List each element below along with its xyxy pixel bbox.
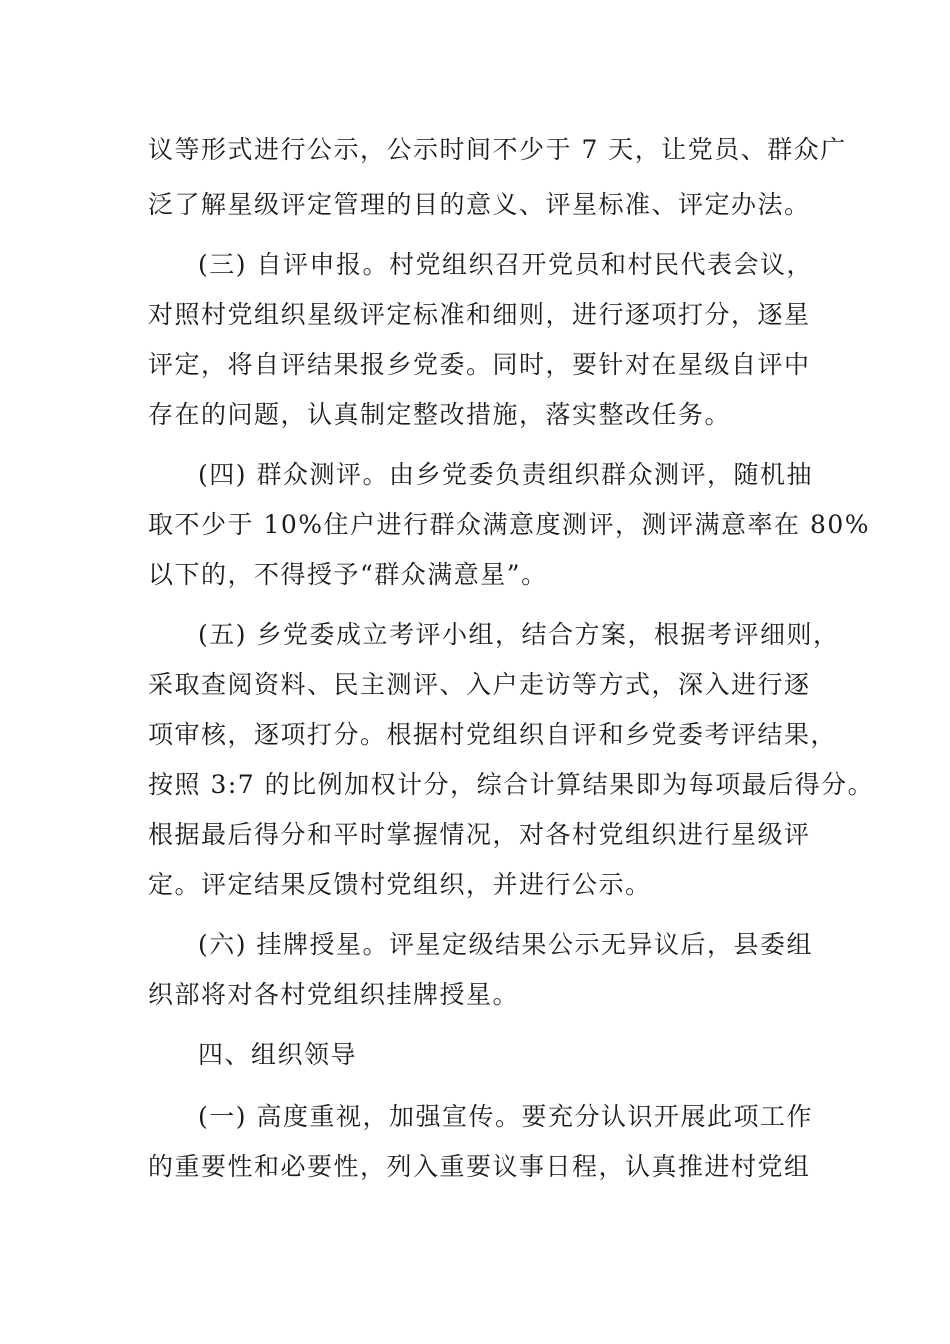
text-line: 织部将对各村党组织挂牌授星。: [148, 980, 520, 1009]
text-line: 对照村党组织星级评定标准和细则，进行逐项打分，逐星: [148, 300, 811, 329]
paragraph-start: (六) 挂牌授星。评星定级结果公示无异议后，县委组: [198, 930, 813, 959]
section-heading: 四、组织领导: [198, 1040, 358, 1069]
text-line: 以下的，不得授予“群众满意星”。: [148, 560, 548, 589]
text-line: 存在的问题，认真制定整改措施，落实整改任务。: [148, 400, 732, 429]
paragraph-start: (四) 群众测评。由乡党委负责组织群众测评，随机抽: [198, 460, 813, 489]
paragraph-start: (一) 高度重视，加强宣传。要充分认识开展此项工作: [198, 1102, 813, 1131]
text-line: 项审核，逐项打分。根据村党组织自评和乡党委考评结果，: [148, 720, 838, 749]
text-line: 根据最后得分和平时掌握情况，对各村党组织进行星级评: [148, 820, 811, 849]
paragraph-start: (五) 乡党委成立考评小组，结合方案，根据考评细则，: [198, 620, 840, 649]
text-line: 取不少于 10%住户进行群众满意度测评，测评满意率在 80%: [148, 510, 871, 539]
text-line: 按照 3:7 的比例加权计分，综合计算结果即为每项最后得分。: [148, 770, 875, 799]
text-line: 采取查阅资料、民主测评、入户走访等方式，深入进行逐: [148, 670, 811, 699]
text-line: 泛了解星级评定管理的目的意义、评星标准、评定办法。: [148, 190, 811, 219]
text-line: 议等形式进行公示，公示时间不少于 7 天，让党员、群众广: [148, 135, 847, 164]
text-line: 评定，将自评结果报乡党委。同时，要针对在星级自评中: [148, 350, 811, 379]
text-line: 定。评定结果反馈村党组织，并进行公示。: [148, 870, 652, 899]
text-line: 的重要性和必要性，列入重要议事日程，认真推进村党组: [148, 1152, 811, 1181]
paragraph-start: (三) 自评申报。村党组织召开党员和村民代表会议，: [198, 250, 813, 279]
